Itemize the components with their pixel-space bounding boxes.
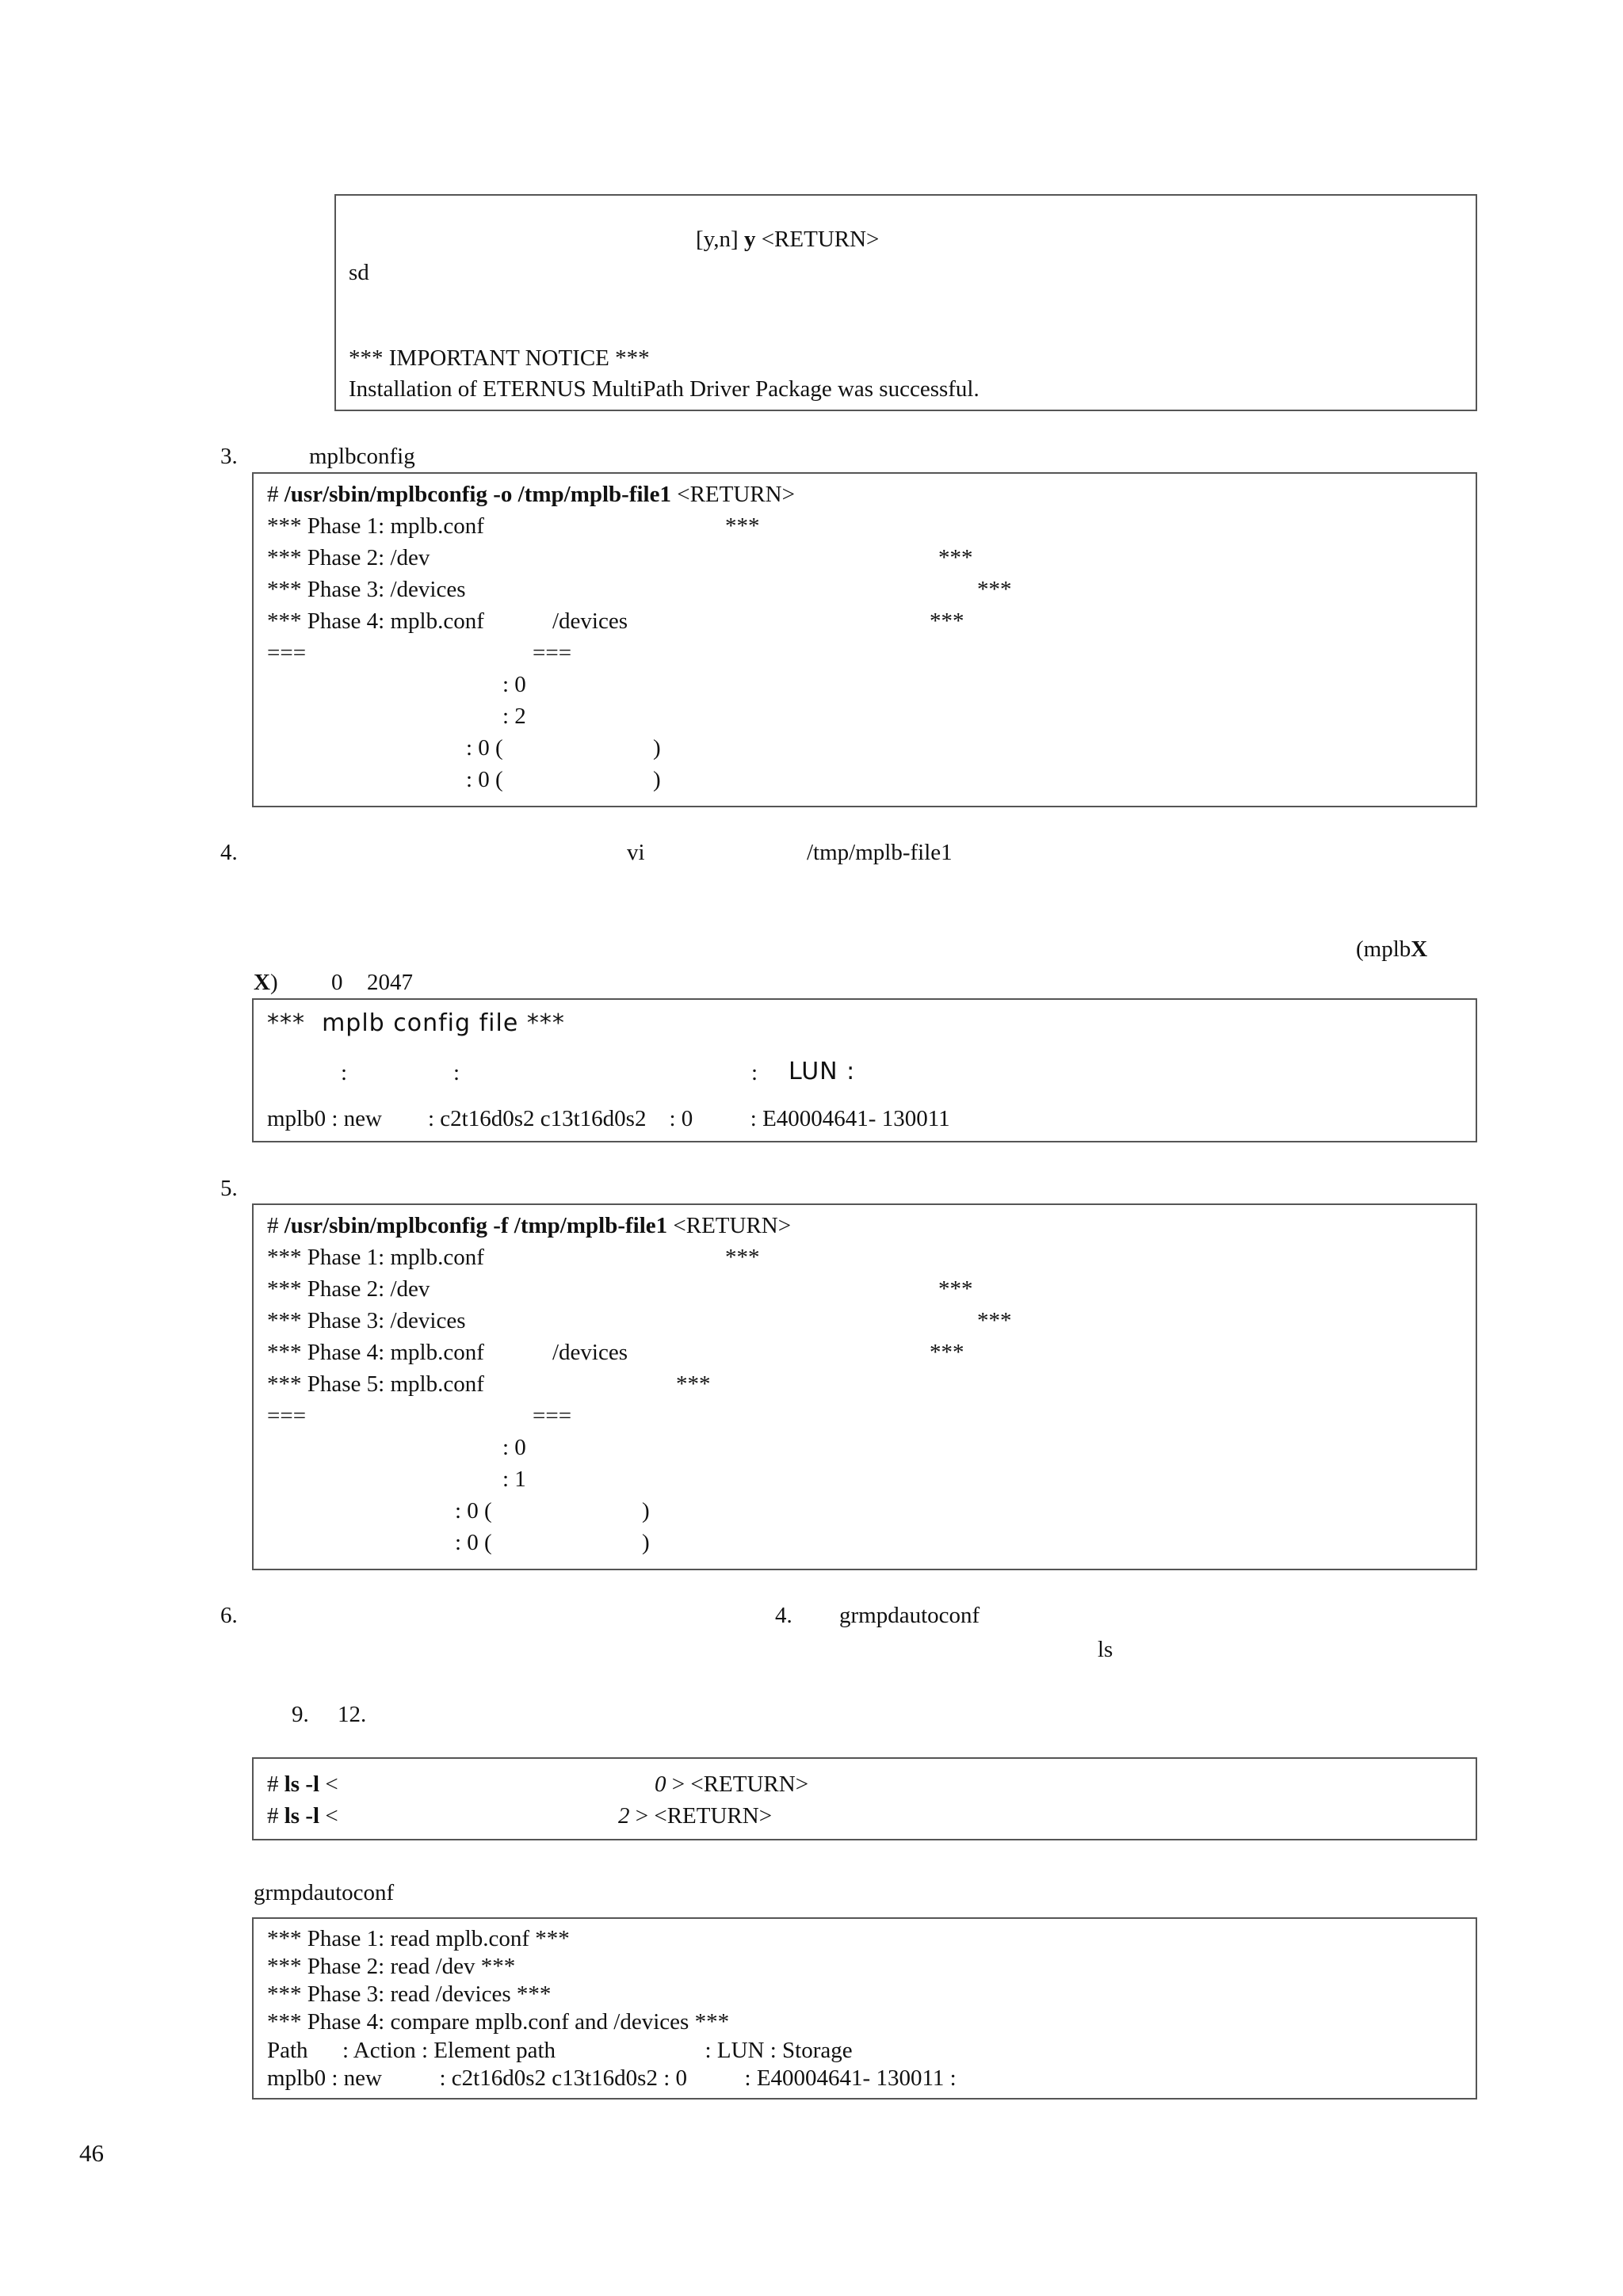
phase-3-end: ***: [977, 1308, 1012, 1333]
page-number: 46: [79, 2139, 104, 2167]
command-line: [267, 1215, 791, 1238]
phase-4-line: *** Phase 4: mplb.conf: [267, 608, 484, 634]
grmpdautoconf-label: grmpdautoconf: [254, 1880, 395, 1905]
step-6-sub: 9. 12.: [292, 1702, 367, 1727]
step-4-file: /tmp/mplb-file1: [807, 840, 953, 865]
ls-line-2: [267, 1805, 338, 1828]
phase-5-line: *** Phase 5: mplb.conf: [267, 1371, 484, 1397]
ls-line-1-end: [655, 1773, 808, 1796]
return-key: > <RETURN>: [666, 1772, 809, 1797]
phase-2-end: ***: [938, 1276, 973, 1302]
result-3-close: ): [653, 735, 661, 761]
result-4: : 0 (: [466, 767, 503, 792]
result-3: : 0 (: [466, 735, 503, 761]
result-3-close: ): [642, 1498, 650, 1524]
separator-left: ===: [267, 640, 307, 666]
phase-3-end: ***: [977, 577, 1012, 602]
range-end: 2047: [367, 970, 413, 995]
config-col-2: :: [453, 1060, 460, 1085]
x-paren: ): [269, 970, 278, 995]
prompt-return: <RETURN>: [755, 227, 880, 252]
step-6-ls: ls: [1098, 1637, 1113, 1662]
output-sd: sd: [349, 260, 369, 285]
config-col-1: :: [341, 1060, 348, 1085]
read-phase-4: *** Phase 4: compare mplb.conf and /devices ***: [267, 2009, 730, 2035]
ls-arg: 2: [618, 1803, 630, 1829]
ls-command: ls -l: [284, 1803, 320, 1829]
ls-arg: 0: [655, 1772, 666, 1797]
separator-right: ===: [533, 1403, 572, 1428]
phase-2-line: *** Phase 2: /dev: [267, 1276, 430, 1302]
phase-3-line: *** Phase 3: /devices: [267, 1308, 466, 1333]
prompt-hash: #: [267, 1772, 285, 1797]
step-4-mplbx: [1356, 938, 1427, 961]
step-6-tool: grmpdautoconf: [839, 1603, 980, 1628]
step-4-x-line: [254, 971, 278, 994]
step-6-number: 6.: [220, 1603, 238, 1628]
path-header: Path : Action : Element path : LUN : Storage: [267, 2038, 853, 2063]
step-5-number: 5.: [220, 1176, 238, 1201]
phase-1-end: ***: [725, 513, 760, 539]
ls-command-box: [252, 1757, 1477, 1840]
command: /usr/sbin/mplbconfig -f /tmp/mplb-file1: [284, 1213, 668, 1238]
result-2: : 2: [502, 704, 526, 729]
phase-1-line: *** Phase 1: mplb.conf: [267, 1245, 484, 1270]
return-key: <RETURN>: [670, 482, 795, 507]
phase-4-devices: /devices: [552, 1340, 628, 1365]
return-key: <RETURN>: [667, 1213, 792, 1238]
phase-4-line: *** Phase 4: mplb.conf: [267, 1340, 484, 1365]
result-4-close: ): [653, 767, 661, 792]
config-file-title: *** mplb config file ***: [267, 1009, 565, 1037]
result-1: : 0: [502, 672, 526, 697]
prompt-line: [696, 228, 879, 251]
phase-4-devices: /devices: [552, 608, 628, 634]
ls-line-2-end: [618, 1805, 772, 1828]
phase-1-line: *** Phase 1: mplb.conf: [267, 513, 484, 539]
phase-1-end: ***: [725, 1245, 760, 1270]
result-3: : 0 (: [455, 1498, 492, 1524]
config-col-3: :: [751, 1060, 758, 1085]
result-4-close: ): [642, 1530, 650, 1555]
return-key: > <RETURN>: [629, 1803, 773, 1829]
ls-command: ls -l: [284, 1772, 320, 1797]
install-success: Installation of ETERNUS MultiPath Driver Package was successful.: [349, 376, 980, 402]
command: /usr/sbin/mplbconfig -o /tmp/mplb-file1: [284, 482, 671, 507]
step-4-number: 4.: [220, 840, 238, 865]
command-line: [267, 483, 795, 506]
step-4-vi: vi: [627, 840, 645, 865]
x-bold: X: [254, 970, 270, 995]
phase-2-line: *** Phase 2: /dev: [267, 545, 430, 570]
phase-4-end: ***: [930, 1340, 964, 1365]
prompt-hash: #: [267, 482, 285, 507]
prompt-answer: y: [743, 227, 756, 252]
read-phase-3: *** Phase 3: read /devices ***: [267, 1981, 552, 2007]
config-entry-row: mplb0 : new : c2t16d0s2 c13t16d0s2 : 0 : E40004641- 130011: [267, 1106, 950, 1131]
path-entry: mplb0 : new : c2t16d0s2 c13t16d0s2 : 0 : E40004641- 130011 :: [267, 2065, 957, 2091]
result-1: : 0: [502, 1435, 526, 1460]
prompt-hash: #: [267, 1213, 285, 1238]
mplbx-text: (mplb: [1356, 936, 1411, 962]
important-notice: *** IMPORTANT NOTICE ***: [349, 345, 650, 371]
step-3-text: mplbconfig: [309, 444, 415, 469]
separator-right: ===: [533, 640, 572, 666]
read-phase-2: *** Phase 2: read /dev ***: [267, 1954, 516, 1979]
prompt-text: [y,n]: [696, 227, 744, 252]
ls-line-1: [267, 1773, 338, 1796]
step-3-number: 3.: [220, 444, 238, 469]
phase-5-end: ***: [676, 1371, 711, 1397]
angle-open: <: [319, 1803, 338, 1829]
step-6-ref: 4.: [775, 1603, 792, 1628]
phase-3-line: *** Phase 3: /devices: [267, 577, 466, 602]
range-start: 0: [331, 970, 343, 995]
read-phase-1: *** Phase 1: read mplb.conf ***: [267, 1926, 570, 1951]
angle-open: <: [319, 1772, 338, 1797]
phase-4-end: ***: [930, 608, 964, 634]
separator-left: ===: [267, 1403, 307, 1428]
result-4: : 0 (: [455, 1530, 492, 1555]
prompt-hash: #: [267, 1803, 285, 1829]
config-lun-header: LUN :: [789, 1058, 856, 1085]
phase-2-end: ***: [938, 545, 973, 570]
result-2: : 1: [502, 1466, 526, 1492]
mplbx-x: X: [1411, 936, 1428, 962]
